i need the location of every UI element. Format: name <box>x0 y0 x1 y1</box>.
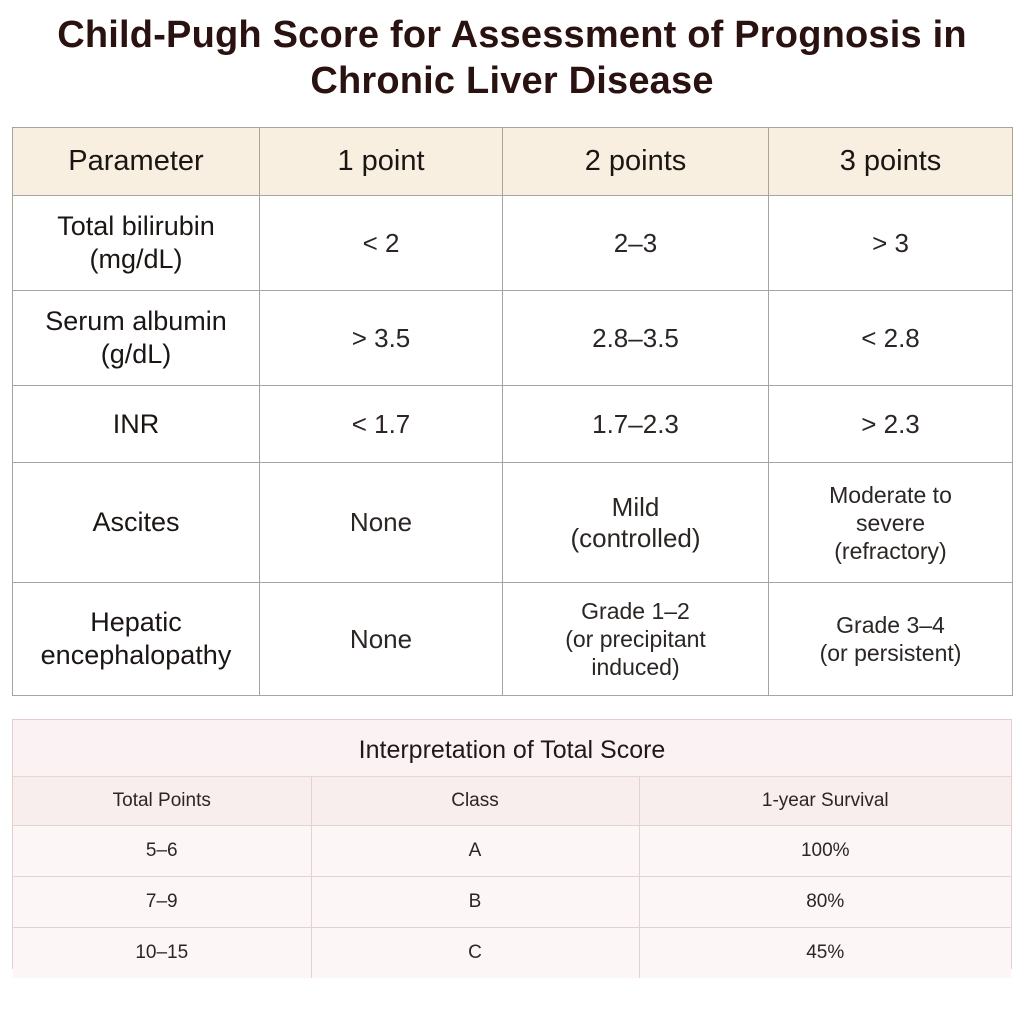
table-row-hepatic-encephalopathy <box>13 583 1013 696</box>
header-parameter: Parameter <box>13 128 260 196</box>
total-points-cell: 7–9 <box>13 877 311 928</box>
value-note: (or persistent) <box>819 640 962 666</box>
value-3-points <box>769 463 1013 583</box>
interpretation-title: Interpretation of Total Score <box>13 720 1011 777</box>
page-title-line-2: Chronic Liver Disease <box>310 60 714 102</box>
value-2-points <box>503 196 769 291</box>
parameter-label: encephalopathy <box>40 640 232 670</box>
value-text: 2.8–3.5 <box>592 322 679 353</box>
table-row-ascites <box>13 463 1013 583</box>
value-text: None <box>349 623 413 654</box>
parameter-label: INR <box>112 408 160 439</box>
total-points-cell: 5–6 <box>13 826 311 877</box>
value-2-points <box>503 291 769 386</box>
parameter-cell <box>13 196 260 291</box>
value-2-points <box>503 583 769 696</box>
parameter-label: Ascites <box>92 507 180 537</box>
table-row-serum-albumin <box>13 291 1013 386</box>
value-2-points <box>503 463 769 583</box>
value-text: Moderate to <box>829 481 952 508</box>
header-2-points: 2 points <box>503 128 769 196</box>
value-1-point <box>260 196 503 291</box>
interpretation-header-row <box>13 777 1011 826</box>
parameter-unit: (mg/dL) <box>89 244 183 274</box>
parameter-label: Hepatic <box>90 607 182 637</box>
survival-cell: 80% <box>639 877 1011 928</box>
value-text: Grade 1–2 <box>581 598 690 624</box>
value-1-point <box>260 583 503 696</box>
header-total-points: Total Points <box>13 777 311 826</box>
class-cell: A <box>311 826 639 877</box>
class-cell: B <box>311 877 639 928</box>
value-text: > 2.3 <box>861 408 920 439</box>
value-text: < 1.7 <box>351 408 411 439</box>
value-text: Mild <box>611 491 660 522</box>
parameter-cell <box>13 583 260 696</box>
value-text: < 2 <box>362 227 400 258</box>
value-text: > 3 <box>872 227 909 258</box>
value-text: 2–3 <box>613 227 658 258</box>
interpretation-panel <box>12 719 1012 969</box>
total-points-cell: 10–15 <box>13 928 311 979</box>
parameter-label: Serum albumin <box>45 306 227 336</box>
value-note: (refractory) <box>834 537 947 564</box>
value-text: > 3.5 <box>351 322 411 353</box>
survival-cell: 100% <box>639 826 1011 877</box>
value-text: severe <box>855 509 926 536</box>
table-row <box>13 826 1011 877</box>
value-2-points <box>503 386 769 463</box>
value-1-point <box>260 291 503 386</box>
parameter-cell <box>13 386 260 463</box>
header-1-point: 1 point <box>260 128 503 196</box>
value-note: (or precipitant <box>565 626 706 652</box>
value-3-points <box>769 583 1013 696</box>
interpretation-table <box>13 777 1011 978</box>
value-text: 1.7–2.3 <box>592 408 679 439</box>
value-note: (controlled) <box>570 522 701 553</box>
header-class: Class <box>311 777 639 826</box>
class-cell: C <box>311 928 639 979</box>
table-row-total-bilirubin <box>13 196 1013 291</box>
value-text: < 2.8 <box>861 322 920 353</box>
score-table-header-row <box>13 128 1013 196</box>
value-text: None <box>349 507 413 537</box>
header-3-points: 3 points <box>769 128 1013 196</box>
parameter-cell <box>13 291 260 386</box>
page-title <box>0 12 1024 104</box>
parameter-cell <box>13 463 260 583</box>
value-text: Grade 3–4 <box>836 612 945 638</box>
table-row <box>13 928 1011 979</box>
table-row-inr <box>13 386 1013 463</box>
table-row <box>13 877 1011 928</box>
parameter-label: Total bilirubin <box>57 211 215 241</box>
parameter-unit: (g/dL) <box>100 339 172 369</box>
value-3-points <box>769 291 1013 386</box>
value-3-points <box>769 386 1013 463</box>
page-title-line-1: Child-Pugh Score for Assessment of Prognosis in <box>57 14 967 56</box>
child-pugh-score-table <box>12 127 1013 696</box>
value-1-point <box>260 386 503 463</box>
value-3-points <box>769 196 1013 291</box>
survival-cell: 45% <box>639 928 1011 979</box>
value-1-point <box>260 463 503 583</box>
value-note: induced) <box>591 654 680 680</box>
header-1-year-survival: 1-year Survival <box>639 777 1011 826</box>
